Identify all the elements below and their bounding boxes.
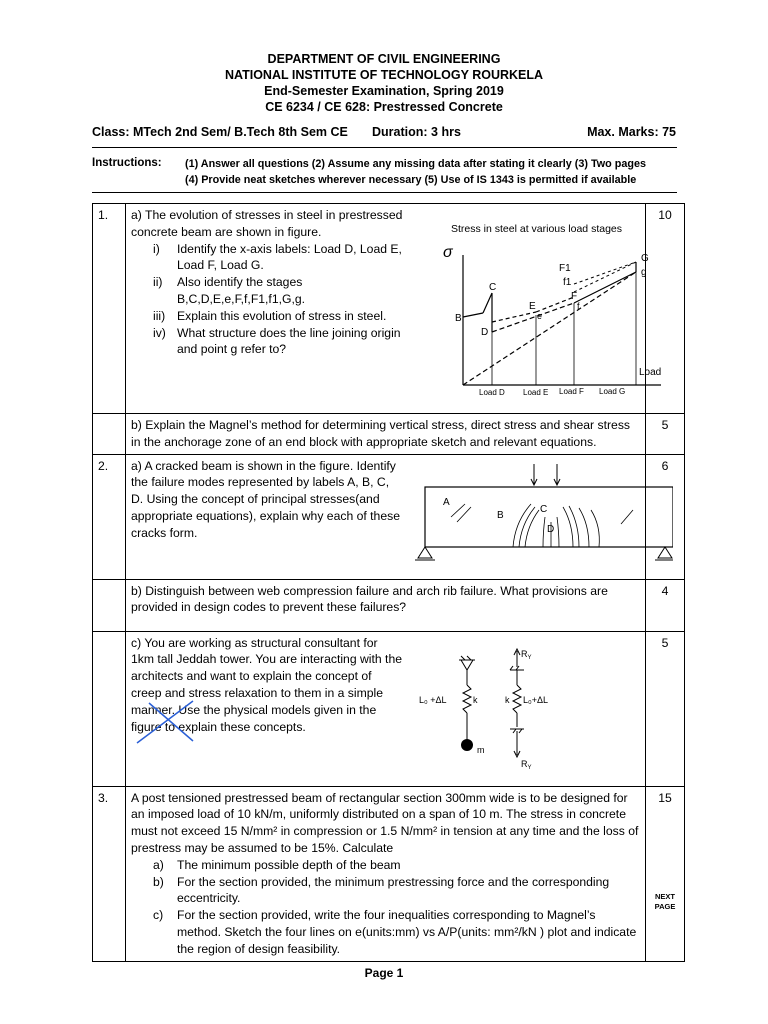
q1a-marks: 10 <box>646 204 685 414</box>
q2a-cell <box>126 454 646 579</box>
next-page-note: NEXT PAGE <box>654 892 676 912</box>
reaction-bottom-label: $R_Y$ <box>521 758 532 771</box>
page-footer: Page 1 <box>364 966 404 980</box>
list-item: iv) What structure does the line joining origin and point g refer to? <box>153 325 401 357</box>
q2a-text: a) A cracked beam is shown in the figure. Identify the failure modes represented by labels A, B, C, D. Using the concept of principal stresses(and appropriate equations), explain why each of these cracks form. <box>131 458 400 540</box>
list-item: i) Identify the x-axis labels: Load D, Load E, Load F, Load G. <box>153 241 402 273</box>
tick-load-e: Load E <box>523 388 549 397</box>
question-table <box>92 203 685 962</box>
divider-bottom <box>92 192 677 193</box>
q3-marks: 15 <box>658 790 672 805</box>
crack-label-D: D <box>547 523 555 535</box>
q1b-text: b) Explain the Magnel’s method for determining vertical stress, direct stress and shear stress in the anchorage zone of an end block with appropriate sketch and relevant equations. <box>126 414 646 455</box>
institute-title: NATIONAL INSTITUTE OF TECHNOLOGY ROURKELA <box>224 68 544 82</box>
list-item: a) The minimum possible depth of the beam <box>153 857 401 872</box>
q3-number: 3. <box>93 786 126 961</box>
point-C: C <box>489 282 497 293</box>
divider-top <box>92 147 677 148</box>
q3-cell <box>126 786 646 961</box>
crack-label-A: A <box>443 496 450 508</box>
q2b-marks: 4 <box>646 579 685 631</box>
q2a-row <box>93 454 685 579</box>
mass-label: m <box>477 744 485 755</box>
point-f1: f1 <box>563 277 572 288</box>
point-D: D <box>481 327 489 338</box>
point-G: G <box>641 253 649 264</box>
load-axis-label: Load <box>639 367 662 378</box>
spring-right-length: L₀+ΔL <box>523 694 549 705</box>
list-item: ii) Also identify the stages B,C,D,E,e,F,f,F1,f1,G,g. <box>153 275 306 306</box>
tick-load-g: Load G <box>599 387 626 396</box>
q1a-list <box>131 241 403 359</box>
q1a-row <box>93 204 685 414</box>
list-item: c) For the section provided, write the four inequalities corresponding to Magnel’s method. Sketch the four lines on e(units:mm) vs A/P(units: mm²/kN ) plot and indicate the region of design feasibility. <box>153 908 637 956</box>
class-line <box>92 125 676 141</box>
q2c-cell <box>126 631 646 786</box>
department-title: DEPARTMENT OF CIVIL ENGINEERING <box>267 52 501 66</box>
duration: Duration: 3 hrs <box>372 125 461 139</box>
q1b-marks: 5 <box>646 414 685 455</box>
point-f: f <box>577 301 580 311</box>
reaction-top-label: $R_Y$ <box>521 648 532 661</box>
q2b-text: b) Distinguish between web compression failure and arch rib failure. What provisions are provided in design codes to prevent these failures? <box>126 579 646 631</box>
q2-number: 2. <box>93 454 126 579</box>
instructions-line-1: (1) Answer all questions (2) Assume any missing data after stating it clearly (3) Two pages <box>185 158 646 170</box>
steel-stress-figure <box>431 217 671 399</box>
spring-right-k: k <box>505 694 510 705</box>
spring-left-k: k <box>473 694 478 705</box>
q3-list <box>131 857 640 958</box>
figure-title: Stress in steel at various load stages <box>451 223 623 235</box>
tick-load-f: Load F <box>559 387 584 396</box>
point-E: E <box>529 301 536 312</box>
point-e: e <box>537 311 543 321</box>
point-g: g <box>641 267 647 278</box>
q2c-text: c) You are working as structural consultant for 1km tall Jeddah tower. You are interacting with the architects and want to explain the concept of creep and stress relaxation to them in a simple manner. Use the physical models given in the figure to explain these concepts. <box>131 635 402 734</box>
q1a-intro: a) The evolution of stresses in steel in prestressed concrete beam are shown in figure. <box>131 208 403 239</box>
q2b-row <box>93 579 685 631</box>
exam-title: End-Semester Examination, Spring 2019 <box>264 84 504 98</box>
q1b-row <box>93 414 685 455</box>
spring-models-figure <box>413 645 573 780</box>
q2c-marks: 5 <box>646 631 685 786</box>
course-title: CE 6234 / CE 628: Prestressed Concrete <box>265 100 503 114</box>
cracked-beam-figure <box>413 462 673 568</box>
spring-left-length: L₀ +ΔL <box>419 694 447 705</box>
point-F1: F1 <box>559 263 571 274</box>
cross-mark <box>133 697 199 747</box>
list-item: iii) Explain this evolution of stress in steel. <box>153 308 387 323</box>
sigma-label: σ <box>443 244 453 261</box>
crack-label-C: C <box>540 503 548 515</box>
max-marks: Max. Marks: 75 <box>587 125 676 139</box>
q2a-marks: 6 <box>646 454 685 579</box>
instructions-line-2: (4) Provide neat sketches wherever necessary (5) Use of IS 1343 is permitted if available <box>185 174 637 186</box>
q3-row <box>93 786 685 961</box>
q1a-cell <box>126 204 662 414</box>
list-item: b) For the section provided, the minimum prestressing force and the corresponding eccentricity. <box>153 874 610 906</box>
class-label: Class: MTech 2nd Sem/ B.Tech 8th Sem CE <box>92 125 348 139</box>
q1-number: 1. <box>93 204 126 414</box>
tick-load-d: Load D <box>479 388 505 397</box>
q3-intro: A post tensioned prestressed beam of rectangular section 300mm wide is to be designed for an imposed load of 10 kN/m, uniformly distributed on a span of 10 m. The stress in concrete must not exceed 15 N/mm² in compression or 1.5 N/mm² in tension at any time and the loss of prestress may be assumed to be 15%. Calculate <box>131 790 639 855</box>
point-F: F <box>571 291 578 302</box>
point-B: B <box>455 313 462 324</box>
crack-label-B: B <box>497 509 504 521</box>
q3-marks-cell <box>646 786 685 961</box>
q2c-row <box>93 631 685 786</box>
instructions-label: Instructions: <box>92 157 162 169</box>
